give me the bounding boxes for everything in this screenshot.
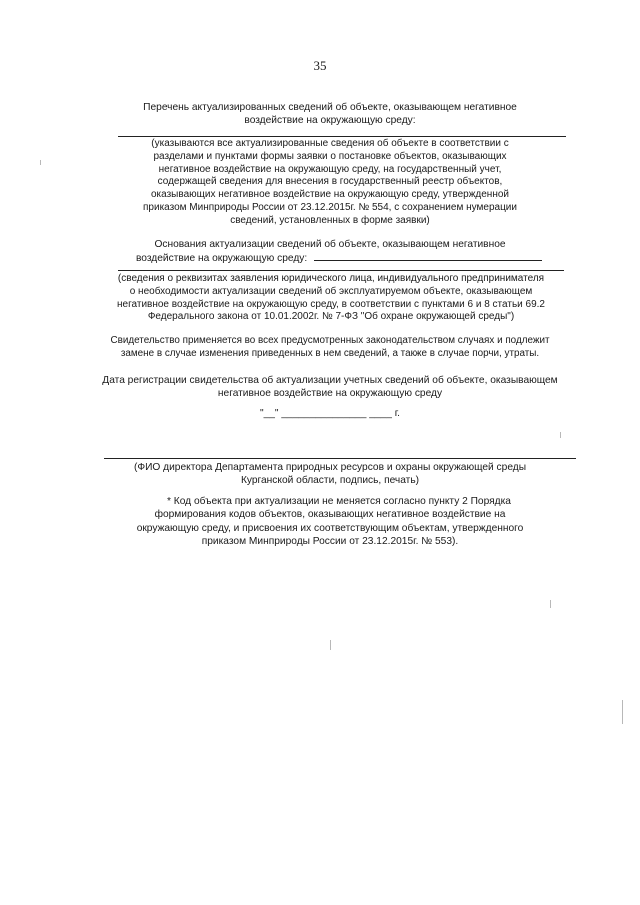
- basis-note-line: Федерального закона от 10.01.2002г. № 7-ФЗ "Об охране окружающей среды"): [147, 311, 515, 323]
- list-note-line: содержащей сведения для внесения в государственный реестр объектов,: [157, 176, 503, 188]
- basis-note-line: негативное воздействие на окружающую среду, в соответствии с пунктами 6 и 8 статьи 69.2: [117, 298, 545, 310]
- basis-title-line: воздействие на окружающую среду:: [136, 253, 308, 265]
- scan-speck: [560, 432, 561, 438]
- basis-note-line: о необходимости актуализации сведений об эксплуатируемом объекте, оказывающем: [129, 285, 533, 297]
- basis-fill-line: [314, 251, 542, 261]
- list-note-line: оказывающих негативное воздействие на окружающую среду, утвержденной: [150, 189, 509, 201]
- basis-note: [92, 273, 570, 324]
- list-note: [100, 138, 560, 228]
- list-fill-line: [118, 136, 566, 137]
- page-number: 35: [313, 58, 327, 73]
- validity-statement: [90, 334, 570, 361]
- registration-line: негативное воздействие на окружающую среду: [217, 388, 443, 400]
- date-template: "__" _______________ ____ г.: [259, 408, 400, 419]
- list-note-line: (указываются все актуализированные сведения об объекте в соответствии с: [151, 138, 509, 149]
- signature-note-line: (ФИО директора Департамента природных ресурсов и охраны окружающей среды: [133, 462, 527, 473]
- signature-note: [100, 461, 560, 488]
- list-title-line: воздействие на окружающую среду:: [244, 115, 416, 127]
- registration-date: [100, 374, 560, 401]
- scan-speck: [40, 160, 41, 165]
- signature-note-line: Курганской области, подпись, печать): [240, 475, 420, 487]
- list-note-line: приказом Минприроды России от 23.12.2015г. № 554, с сохранением нумерации: [143, 201, 517, 213]
- footnote: [100, 495, 560, 549]
- footnote-line: * Код объекта при актуализации не меняется согласно пункту 2 Порядка: [167, 496, 511, 507]
- signature-line: [104, 458, 576, 459]
- basis-title-line: Основания актуализации сведений об объекте, оказывающем негативное: [154, 239, 506, 250]
- registration-date-field: [100, 407, 560, 420]
- list-title: [100, 101, 560, 128]
- footnote-line: окружающую среду, и присвоения их соответствующим объектам, утвержденного: [136, 522, 524, 534]
- registration-line: Дата регистрации свидетельства об актуализации учетных сведений об объекте, оказывающем: [102, 375, 558, 386]
- footnote-line: формирования кодов объектов, оказывающих негативное воздействие на: [154, 509, 506, 521]
- basis-note-line: (сведения о реквизитах заявления юридического лица, индивидуального предпринимателя: [117, 273, 545, 284]
- scan-speck: [622, 700, 623, 724]
- scan-speck: [550, 600, 551, 608]
- list-title-line: Перечень актуализированных сведений об объекте, оказывающем негативное: [143, 102, 517, 113]
- basis-title: [100, 238, 560, 266]
- list-note-line: сведений, установленных в форме заявки): [230, 214, 430, 226]
- validity-line: Свидетельство применяется во всех предусмотренных законодательством случаях и подлежит: [110, 335, 550, 346]
- list-note-line: разделами и пунктами формы заявки о постановке объектов, оказывающих: [153, 150, 507, 162]
- scan-speck: [330, 640, 331, 650]
- list-note-line: негативное воздействие на окружающую среду, на государственный учет,: [158, 163, 502, 175]
- validity-line: замене в случае изменения приведенных в нем сведений, а также в случае порчи, утраты.: [120, 348, 540, 360]
- footnote-line: приказом Минприроды России от 23.12.2015г. № 553).: [201, 536, 459, 548]
- basis-fill-line-2: [118, 270, 564, 271]
